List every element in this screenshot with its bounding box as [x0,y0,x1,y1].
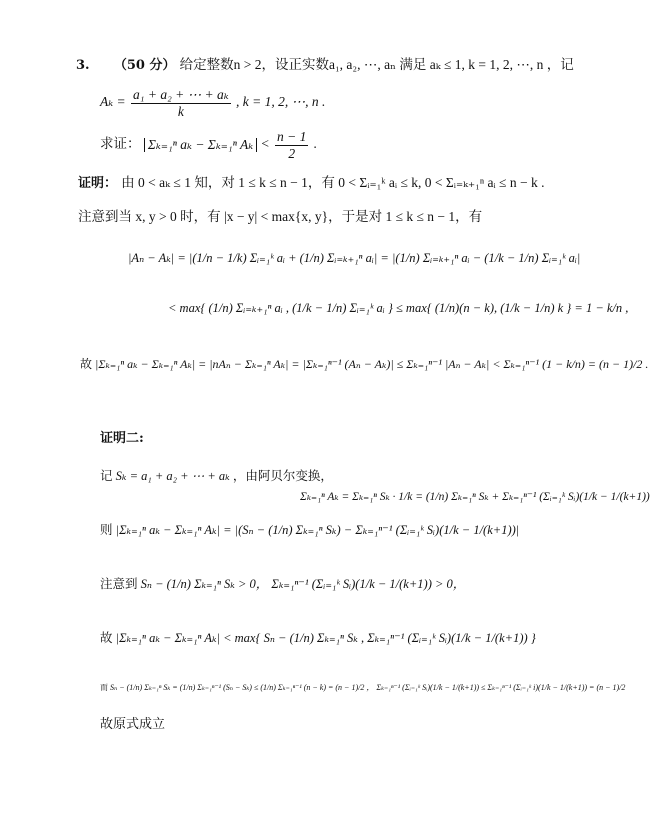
proof1-line2: 注意到当 x, y > 0 时，有 |x − y| < max{x, y}，于是对 1 ≤ k ≤ n − 1，有 [78,209,483,224]
proof2-line5 [100,684,625,692]
def-fraction [131,88,231,118]
problem-number: 3. [76,58,90,73]
proof2-line1-def: Sₖ = a₁ + a₂ + ⋯ + aₖ [115,469,230,483]
def-numerator: a₁ + a₂ + ⋯ + aₖ [133,87,229,102]
def-range: , k = 1, 2, ⋯, n . [236,94,326,110]
proof2-line2-expr: |Σₖ₌₁ⁿ aₖ − Σₖ₌₁ⁿ Aₖ| = |(Sₙ − (1/n) Σₖ₌₁ⁿ Sₖ) − Σₖ₌₁ⁿ⁻¹ (Σᵢ₌₁ᵏ Sᵢ)(1/k − 1/(k+1))| [115,523,520,537]
proof2-line1-prefix: 记 [100,469,113,483]
proof2-line4-prefix: 故 [100,631,113,645]
prove-label: 求证： [100,136,141,152]
prove-numerator: n − 1 [277,129,307,144]
proof2-line3-expr: Sₙ − (1/n) Σₖ₌₁ⁿ Sₖ > 0， Σₖ₌₁ⁿ⁻¹ (Σᵢ₌₁ᵏ Sᵢ)(1/k − 1/(k+1)) > 0， [140,577,466,591]
proof2-line3 [100,578,465,591]
proof2-line5-prefix: 而 [100,683,108,692]
problem-statement: 给定整数n > 2，设正实数a₁, a₂, ⋯, aₙ 满足 aₖ ≤ 1, k = 1, 2, ⋯, n ，记 [179,57,574,72]
problem-header [76,58,574,72]
proof2-label: 证明二: [100,431,144,446]
prove-abs-expression [144,138,257,152]
prove-denominator: 2 [288,145,296,161]
proof1-label: 证明： [78,176,118,191]
proof2-conclusion: 故原式成立 [100,717,166,732]
proof2-line3-prefix: 注意到 [100,577,138,591]
proof1-line1 [78,176,544,190]
prove-end: . [313,136,318,152]
proof1-line5 [80,358,648,370]
problem-points: （50 分） [113,58,176,73]
proof1-line4: < max{ (1/n) Σᵢ₌ₖ₊₁ⁿ aᵢ , (1/k − 1/n) Σᵢ₌₁ᵏ aᵢ } ≤ max{ (1/n)(n − k), (1/k − 1/n) k } = 1 − k/n , [168,301,629,315]
proof2-line2-prefix: 则 [100,523,113,537]
proof2-line1 [100,470,333,483]
proof1-line5-prefix: 故 [80,357,93,371]
proof2-line4-expr: |Σₖ₌₁ⁿ aₖ − Σₖ₌₁ⁿ Aₖ| < max{ Sₙ − (1/n) Σₖ₌₁ⁿ Sₖ , Σₖ₌₁ⁿ⁻¹ (Σᵢ₌₁ᵏ Sᵢ)(1/k − 1/(k+1)) } [115,631,536,645]
def-denominator: k [177,103,184,119]
proof2-line5-expr: Sₙ − (1/n) Σₖ₌₁ⁿ Sₖ = (1/n) Σₖ₌₁ⁿ⁻¹ (Sₙ − Sₖ) ≤ (1/n) Σₖ₌₁ⁿ⁻¹ (n − k) = (n − 1)/2 ， Σₖ₌₁ⁿ⁻¹ (Σᵢ₌₁ᵏ Sᵢ)(1/k − 1/(k+1)) ≤ Σₖ₌₁ⁿ⁻¹ (Σᵢ₌₁ᵏ i)(1/k − 1/(k+1)) = (n − 1)/2 [110,683,626,692]
proof2-line4 [100,632,536,645]
def-lhs: Aₖ = [100,94,126,110]
prove-statement [100,130,317,160]
proof1-line3: |Aₙ − Aₖ| = |(1/n − 1/k) Σᵢ₌₁ᵏ aᵢ + (1/n) Σᵢ₌ₖ₊₁ⁿ aᵢ| = |(1/n) Σᵢ₌ₖ₊₁ⁿ aᵢ − (1/k − 1/n) Σᵢ₌₁ᵏ aᵢ| [128,251,581,265]
prove-expr-left: Σₖ₌₁ⁿ aₖ − Σₖ₌₁ⁿ Aₖ [147,137,254,153]
prove-fraction [275,130,308,160]
proof1-text1: 由 0 < aₖ ≤ 1 知，对 1 ≤ k ≤ n − 1，有 0 < Σᵢ₌₁ᵏ aᵢ ≤ k, 0 < Σᵢ₌ₖ₊₁ⁿ aᵢ ≤ n − k . [121,175,545,190]
prove-lt: < [260,136,270,152]
proof1-line5-expr: |Σₖ₌₁ⁿ aₖ − Σₖ₌₁ⁿ Aₖ| = |nAₙ − Σₖ₌₁ⁿ Aₖ| = |Σₖ₌₁ⁿ⁻¹ (Aₙ − Aₖ)| ≤ Σₖ₌₁ⁿ⁻¹ |Aₙ − Aₖ| < Σₖ₌₁ⁿ⁻¹ (1 − k/n) = (n − 1)/2 . [95,357,649,371]
proof2-line1-mid: ，由阿贝尔变换， [232,469,333,483]
definition-A [100,88,325,118]
proof2-line1-eq: Σₖ₌₁ⁿ Aₖ = Σₖ₌₁ⁿ Sₖ · 1/k = (1/n) Σₖ₌₁ⁿ Sₖ + Σₖ₌₁ⁿ⁻¹ (Σᵢ₌₁ᵏ Sᵢ)(1/k − 1/(k+1)) [300,491,650,503]
proof2-line2 [100,524,519,537]
